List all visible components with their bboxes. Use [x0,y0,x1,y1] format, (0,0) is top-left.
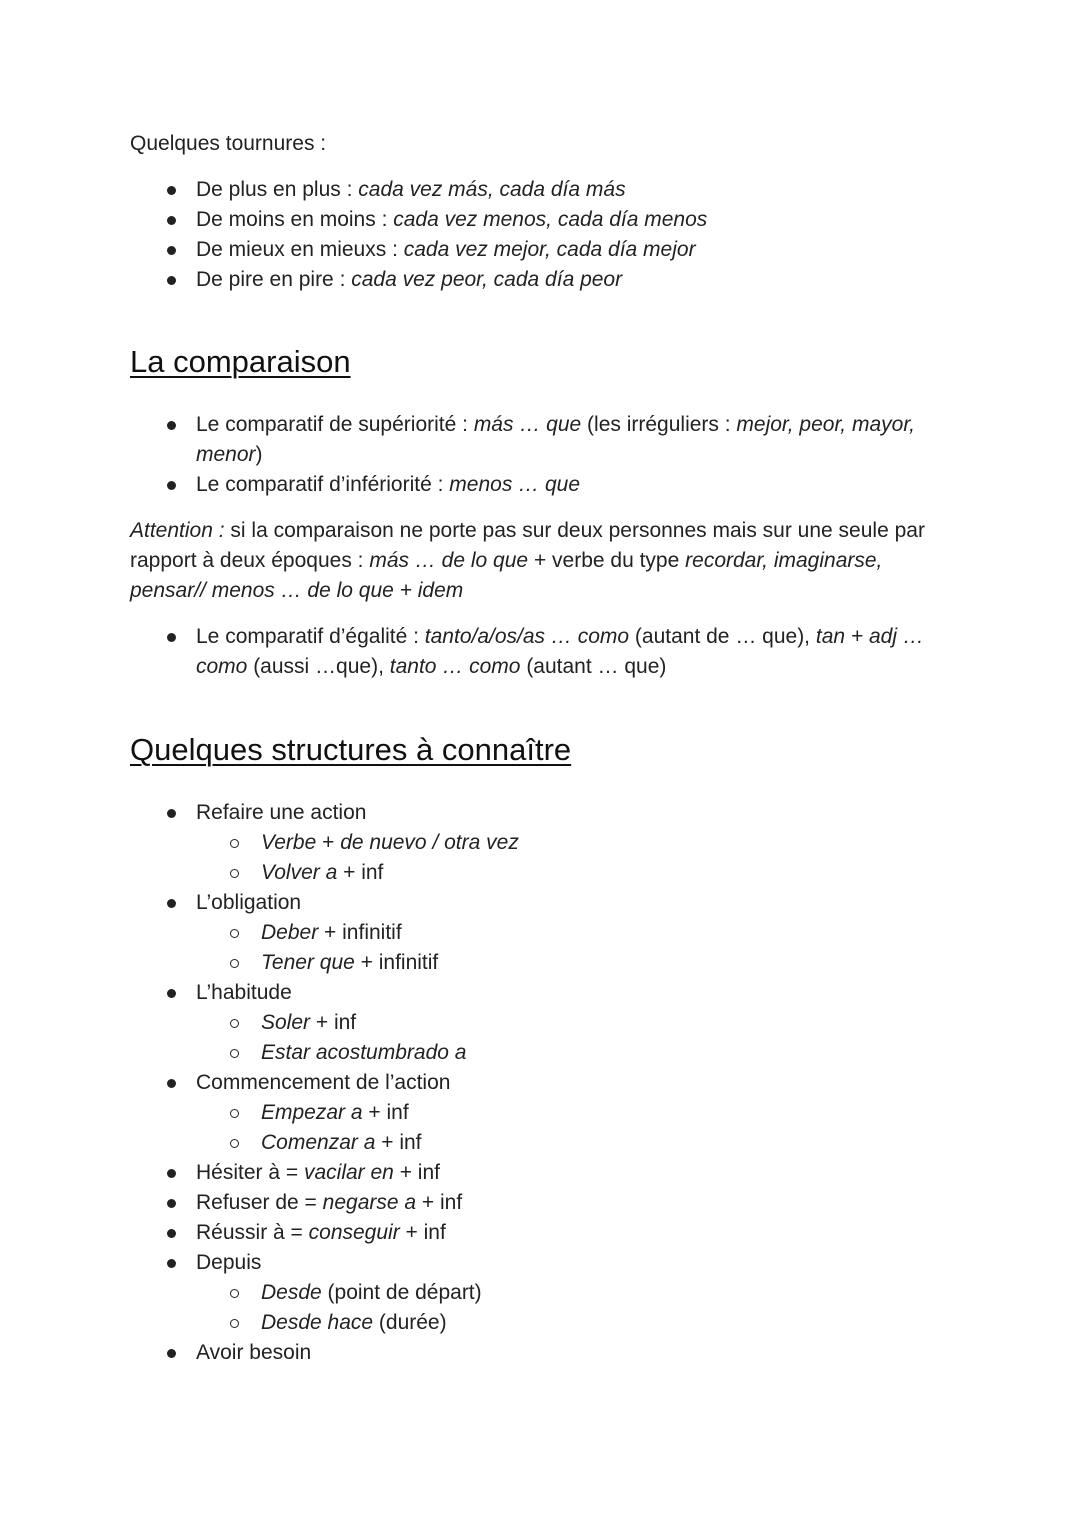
list-item-refuser [130,1188,519,1218]
item-text: Le comparatif de supériorité : [196,413,474,436]
item-label: Depuis [196,1251,262,1274]
item-text: De moins en moins : [196,208,394,231]
sub-list [196,1278,519,1338]
item-text: ) [255,443,263,466]
sub-list-item [196,948,519,978]
sub-list-item [196,858,519,888]
list-item [130,265,707,295]
item-example: Empezar a [261,1101,363,1124]
item-example: menos … que [449,473,581,496]
item-example: Desde hace [261,1311,374,1334]
item-example: Estar acostumbrado a [261,1041,467,1064]
item-label: L’obligation [196,891,302,914]
item-example: Verbe [261,831,317,854]
item-label: Commencement de l’action [196,1071,451,1094]
item-label: L’habitude [196,981,292,1004]
item-example: tan + adj … como [196,625,924,678]
item-example: conseguir [308,1221,400,1244]
list-item-obligation [130,888,519,978]
section-heading-structures: Quelques structures à connaître [130,732,572,767]
item-text: (autant … que) [520,655,667,678]
item-example: Soler [261,1011,311,1034]
attention-note [130,516,960,606]
list-item-superiorite [130,410,930,470]
item-example: Volver a [261,861,338,884]
item-text: + inf [399,1221,446,1244]
sub-list-item [196,1128,519,1158]
item-text: (durée) [373,1311,447,1334]
item-example: Desde [261,1281,322,1304]
sub-list [196,828,519,888]
item-text: + inf [337,861,384,884]
note-text: si la comparaison ne porte pas sur deux personnes mais sur une seule par rapport à deux époques : [130,519,925,572]
list-item-hesiter [130,1158,519,1188]
item-example: Deber [261,921,319,944]
list-item-inferiorite [130,470,930,500]
item-text: Hésiter à = [196,1161,304,1184]
item-text: + inf [393,1161,440,1184]
tournures-list [130,175,707,295]
sub-list [196,1008,519,1068]
note-text: + verbe du type [528,549,686,572]
list-item [130,205,707,235]
item-translation: cada vez más, cada día más [358,178,626,201]
item-example: tanto … como [389,655,521,678]
item-example: Comenzar a [261,1131,376,1154]
sub-list-item [196,1008,519,1038]
sub-list-item [196,828,519,858]
item-text: De pire en pire : [196,268,352,291]
intro-text: Quelques tournures : [130,132,327,155]
attention-label: Attention : [130,519,225,542]
note-example: más … de lo que [369,549,529,572]
item-text: + inf [310,1011,357,1034]
item-text: Refuser de = [196,1191,323,1214]
item-translation: cada vez menos, cada día menos [393,208,708,231]
comparatif-list [130,410,930,500]
item-example: mejor, peor, mayor, menor [196,413,915,466]
item-translation: cada vez peor, cada día peor [351,268,623,291]
sub-list [196,918,519,978]
section-heading-comparaison: La comparaison [130,344,351,379]
structures-list [130,798,519,1368]
item-example: de nuevo / otra vez [340,831,519,854]
item-text: Réussir à = [196,1221,309,1244]
item-text: Le comparatif d’égalité : [196,625,425,648]
item-text: (autant de … que), [629,625,816,648]
item-text: + infinitif [318,921,402,944]
list-item-besoin [130,1338,519,1368]
item-text: Le comparatif d’infériorité : [196,473,450,496]
sub-list-item [196,918,519,948]
list-item-reussir [130,1218,519,1248]
sub-list-item [196,1278,519,1308]
item-text: + inf [416,1191,463,1214]
sub-list-item [196,1308,519,1338]
item-text: (point de départ) [321,1281,482,1304]
list-item-habitude [130,978,519,1068]
item-text: De plus en plus : [196,178,359,201]
item-example: vacilar en [303,1161,394,1184]
sub-list-item [196,1038,519,1068]
item-text: + infinitif [354,951,439,974]
item-example: Tener que [261,951,355,974]
item-text: De mieux en mieuxs : [196,238,404,261]
item-text: + inf [375,1131,422,1154]
item-text: (aussi …que), [247,655,390,678]
note-example: recordar, imaginarse, pensar// menos … de lo que + idem [130,549,883,602]
item-translation: cada vez mejor, cada día mejor [403,238,696,261]
item-example: negarse a [322,1191,417,1214]
list-item [130,235,707,265]
item-label: Refaire une action [196,801,367,824]
item-text: + inf [362,1101,409,1124]
list-item-egalite [130,622,930,682]
item-text: (les irréguliers : [581,413,737,436]
sub-list-item [196,1098,519,1128]
item-example: tanto/a/os/as … como [424,625,630,648]
egalite-list [130,622,930,682]
list-item-refaire [130,798,519,888]
list-item [130,175,707,205]
list-item-commencement [130,1068,519,1158]
item-text: + [316,831,341,854]
list-item-depuis [130,1248,519,1338]
item-example: más … que [473,413,582,436]
item-label: Avoir besoin [196,1341,312,1364]
sub-list [196,1098,519,1158]
